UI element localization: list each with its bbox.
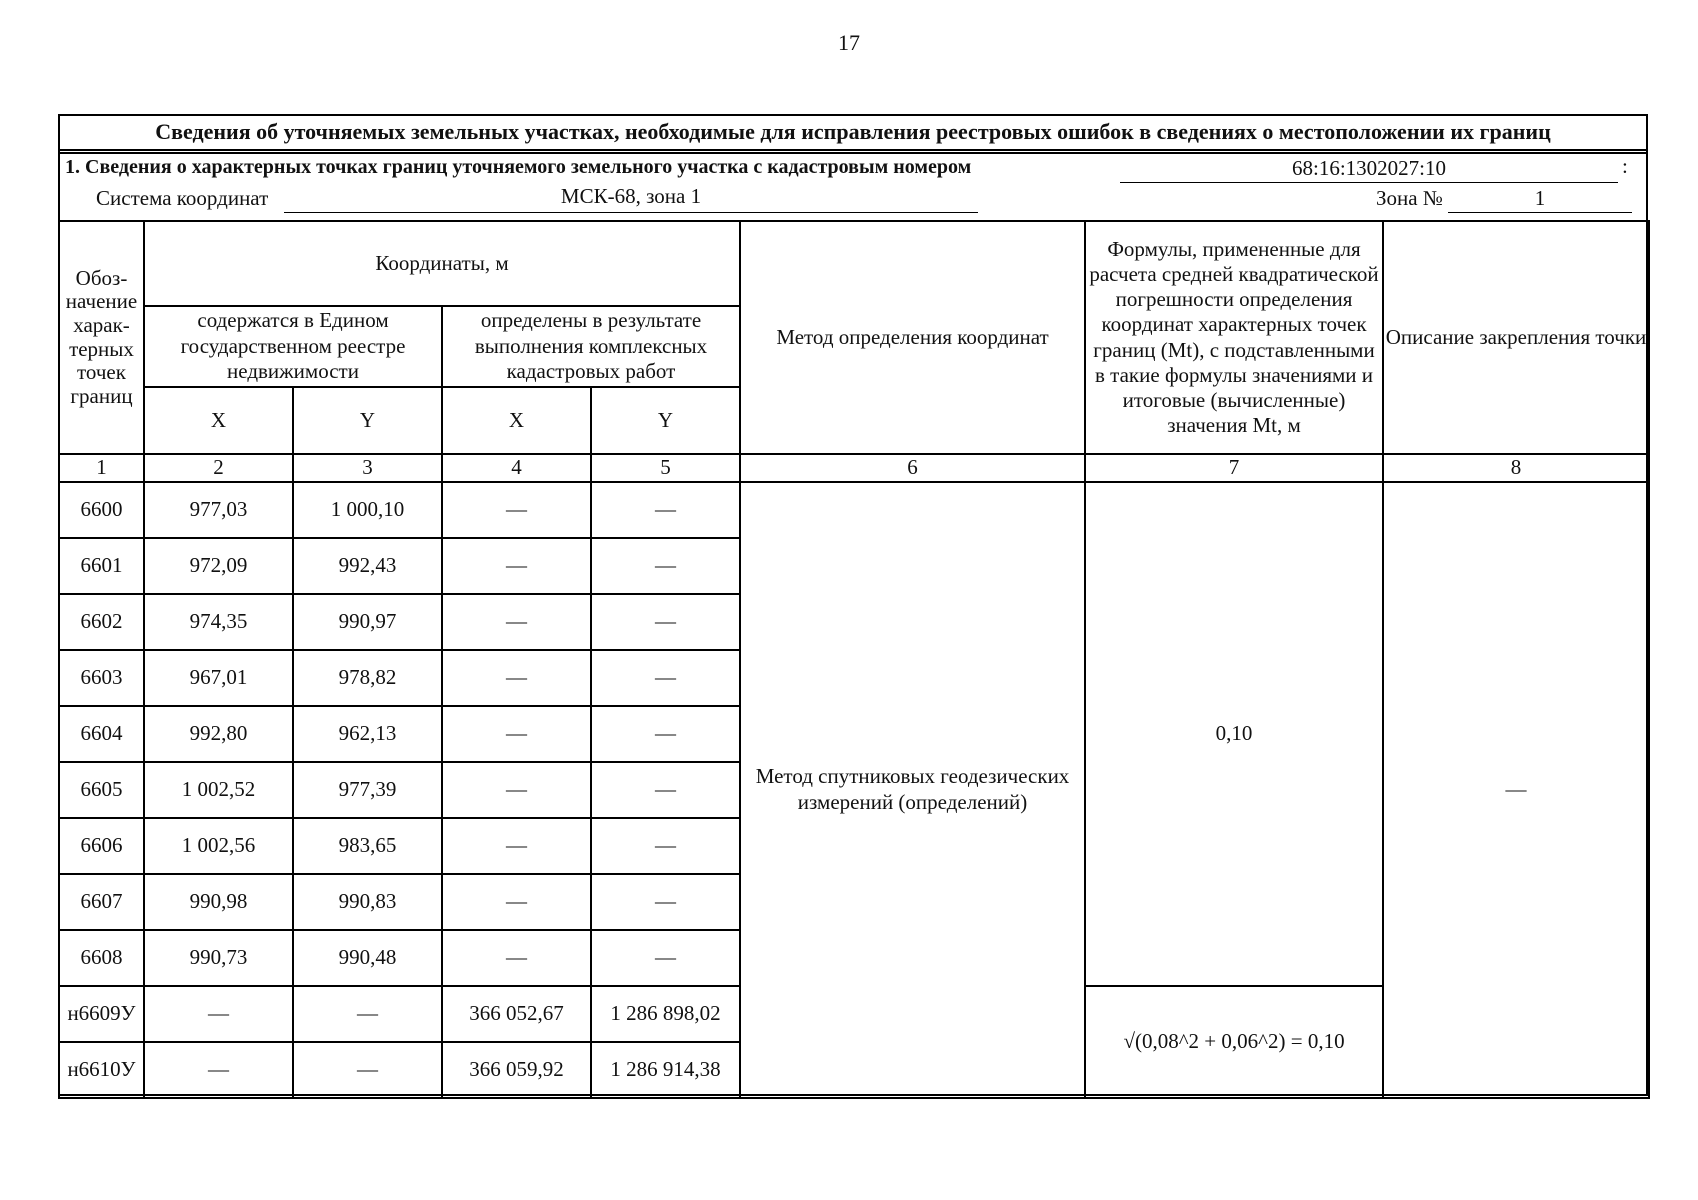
egrn-x: 990,98 xyxy=(144,874,293,930)
coord-system-value: МСК-68, зона 1 xyxy=(560,184,702,208)
col-number: 6 xyxy=(740,454,1085,482)
kkr-y: — xyxy=(591,482,740,538)
egrn-x: 990,73 xyxy=(144,930,293,986)
kkr-x: — xyxy=(442,538,591,594)
egrn-x: 967,01 xyxy=(144,650,293,706)
header-coordinates: Координаты, м xyxy=(144,221,740,306)
egrn-y: 990,48 xyxy=(293,930,442,986)
cadastral-colon: : xyxy=(1622,154,1628,178)
egrn-x: — xyxy=(144,986,293,1042)
egrn-x: 977,03 xyxy=(144,482,293,538)
point-id: н6610У xyxy=(59,1042,144,1098)
kkr-y: — xyxy=(591,706,740,762)
egrn-y: 978,82 xyxy=(293,650,442,706)
kkr-x: 366 052,67 xyxy=(442,986,591,1042)
zone-underline xyxy=(1448,212,1632,213)
egrn-y: 977,39 xyxy=(293,762,442,818)
header-description: Описание закрепления точки xyxy=(1383,221,1649,454)
egrn-x: 992,80 xyxy=(144,706,293,762)
kkr-y: — xyxy=(591,818,740,874)
col-number: 7 xyxy=(1085,454,1383,482)
header-kkr: определены в результате выполнения комплексных кадастровых работ xyxy=(442,306,740,387)
page-number: 17 xyxy=(838,30,860,55)
zone-value: 1 xyxy=(1534,186,1546,210)
kkr-x: — xyxy=(442,482,591,538)
point-id: 6607 xyxy=(59,874,144,930)
header-y-kkr: Y xyxy=(591,387,740,454)
document-frame xyxy=(58,114,1648,1096)
kkr-x: — xyxy=(442,930,591,986)
egrn-y: 962,13 xyxy=(293,706,442,762)
kkr-x: — xyxy=(442,874,591,930)
header-egrn: содержатся в Едином государственном реестре недвижимости xyxy=(144,306,442,387)
egrn-y: 983,65 xyxy=(293,818,442,874)
egrn-x: 974,35 xyxy=(144,594,293,650)
col-number: 8 xyxy=(1383,454,1649,482)
mt-formula-cell: √(0,08^2 + 0,06^2) = 0,10 xyxy=(1085,986,1383,1098)
kkr-x: — xyxy=(442,650,591,706)
mt-value-cell: 0,10 xyxy=(1085,482,1383,986)
kkr-x: — xyxy=(442,762,591,818)
point-id: 6602 xyxy=(59,594,144,650)
document-title: Сведения об уточняемых земельных участках, необходимые для исправления реестровых ошибок в сведениях о местоположении их границ xyxy=(60,116,1646,151)
header-designation: Обоз-начение харак-терных точек границ xyxy=(59,221,144,454)
coord-system-label: Система координат xyxy=(96,186,269,210)
section-heading: 1. Сведения о характерных точках границ уточняемого земельного участка с кадастровым номером xyxy=(65,156,972,178)
points-table xyxy=(58,220,1650,1099)
kkr-y: — xyxy=(591,538,740,594)
method-cell: Метод спутниковых геодезических измерений (определений) xyxy=(740,482,1085,1098)
table-row xyxy=(59,482,1649,538)
egrn-y: 992,43 xyxy=(293,538,442,594)
column-numbers-row xyxy=(59,454,1649,482)
header-x-egrn: X xyxy=(144,387,293,454)
point-id: 6605 xyxy=(59,762,144,818)
kkr-y: — xyxy=(591,762,740,818)
egrn-x: 1 002,56 xyxy=(144,818,293,874)
kkr-y: 1 286 898,02 xyxy=(591,986,740,1042)
description-cell: — xyxy=(1383,482,1649,1098)
egrn-y: — xyxy=(293,1042,442,1098)
kkr-x: — xyxy=(442,594,591,650)
kkr-y: — xyxy=(591,930,740,986)
header-formula: Формулы, примененные для расчета средней квадратической погрешности определения координат характерных точек границ (Mt), с подставленными в такие формулы значениями и итоговые (вычисленные) значения Mt, м xyxy=(1085,221,1383,454)
egrn-y: 990,97 xyxy=(293,594,442,650)
egrn-x: 972,09 xyxy=(144,538,293,594)
col-number: 5 xyxy=(591,454,740,482)
kkr-x: 366 059,92 xyxy=(442,1042,591,1098)
kkr-y: — xyxy=(591,874,740,930)
point-id: 6600 xyxy=(59,482,144,538)
egrn-x: — xyxy=(144,1042,293,1098)
egrn-y: — xyxy=(293,986,442,1042)
point-id: 6604 xyxy=(59,706,144,762)
zone-label: Зона № xyxy=(1376,186,1443,210)
kkr-x: — xyxy=(442,706,591,762)
point-id: 6606 xyxy=(59,818,144,874)
col-number: 3 xyxy=(293,454,442,482)
cadastral-underline xyxy=(1120,182,1618,183)
kkr-x: — xyxy=(442,818,591,874)
point-id: 6601 xyxy=(59,538,144,594)
egrn-y: 990,83 xyxy=(293,874,442,930)
egrn-x: 1 002,52 xyxy=(144,762,293,818)
egrn-y: 1 000,10 xyxy=(293,482,442,538)
header-method: Метод определения координат xyxy=(740,221,1085,454)
kkr-y: — xyxy=(591,594,740,650)
kkr-y: — xyxy=(591,650,740,706)
header-y-egrn: Y xyxy=(293,387,442,454)
header-x-kkr: X xyxy=(442,387,591,454)
double-rule xyxy=(60,152,1646,154)
kkr-y: 1 286 914,38 xyxy=(591,1042,740,1098)
coord-system-underline xyxy=(284,212,978,213)
point-id: н6609У xyxy=(59,986,144,1042)
point-id: 6608 xyxy=(59,930,144,986)
cadastral-number: 68:16:1302027:10 xyxy=(1291,156,1446,180)
col-number: 2 xyxy=(144,454,293,482)
point-id: 6603 xyxy=(59,650,144,706)
col-number: 1 xyxy=(59,454,144,482)
col-number: 4 xyxy=(442,454,591,482)
